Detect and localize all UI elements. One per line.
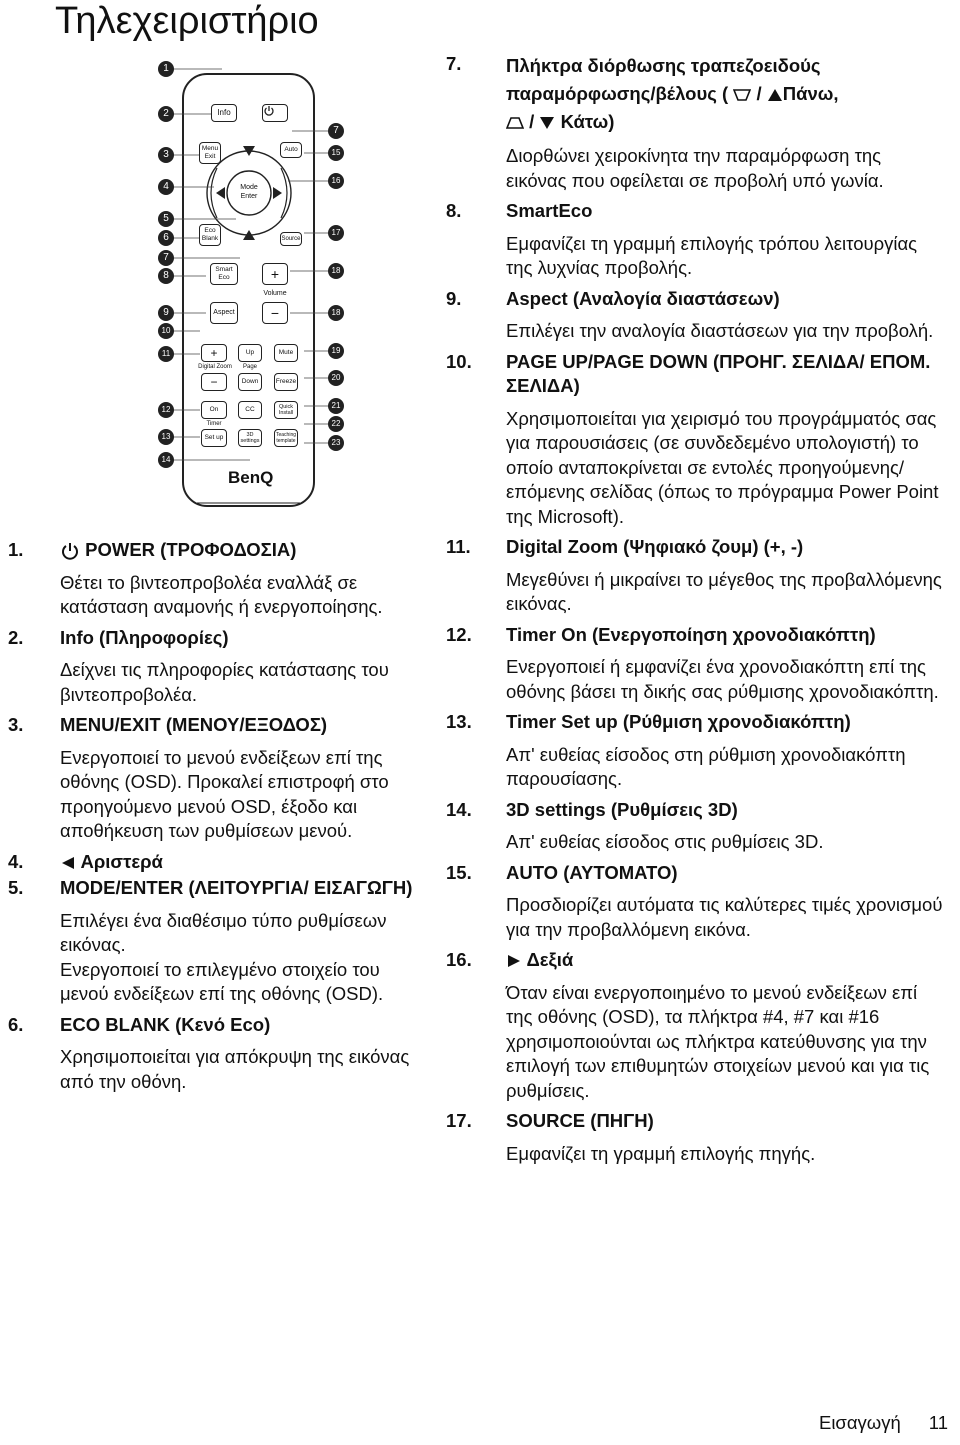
item-number: 17. (446, 1110, 472, 1131)
item-heading: MODE/ENTER (ΛΕΙΤΟΥΡΓΙΑ/ ΕΙΣΑΓΩΓΗ) (60, 877, 413, 898)
callout-12: 12 (158, 402, 174, 418)
up-arrow-icon (767, 88, 783, 102)
keystone-down-icon (506, 116, 524, 130)
item-heading: ECO BLANK (Κενό Eco) (60, 1013, 271, 1035)
page-up-button[interactable]: Up (238, 344, 262, 362)
page-label: Page (242, 364, 257, 370)
item-number: 1. (8, 539, 24, 560)
power-icon (263, 105, 275, 117)
item-description: Προσδιορίζει αυτόματα τις καλύτερες τιμές χρονισμού για την προβαλλόμενη εικόνα. (506, 894, 943, 940)
list-item (446, 798, 946, 855)
timer-label: Timer (206, 421, 222, 427)
item-number: 9. (446, 287, 462, 309)
list-item (446, 199, 946, 281)
item-description: Εμφανίζει τη γραμμή επιλογής πηγής. (506, 1142, 816, 1164)
page-number: 11 (928, 1412, 948, 1433)
item-description: Μεγεθύνει ή μικραίνει το μέγεθος της προβαλλόμενης εικόνας. (506, 568, 942, 614)
item-heading: Πλήκτρα διόρθωσης τραπεζοειδούς παραμόρφωσης/βέλους ( / Πάνω, / Κάτω) (506, 55, 839, 132)
item-number: 2. (8, 626, 24, 648)
item-heading: AUTO (ΑΥΤΟΜΑΤΟ) (506, 861, 678, 883)
item-number: 12. (446, 623, 472, 645)
callout-2: 2 (158, 106, 174, 122)
page-title: Τηλεχειριστήριο (55, 0, 319, 42)
item-description: Απ' ευθείας είσοδος στις ρυθμίσεις 3D. (506, 831, 824, 852)
item-heading: Δεξιά (506, 948, 946, 973)
freeze-button[interactable]: Freeze (274, 373, 298, 391)
item-number: 10. (446, 350, 472, 372)
zoom-minus-button[interactable]: − (201, 373, 227, 391)
item-heading: POWER (ΤΡΟΦΟΔΟΣΙΑ) (60, 538, 428, 563)
list-item (446, 52, 946, 193)
list-item (8, 1013, 428, 1095)
callout-16: 16 (328, 173, 344, 189)
callout-7: 7 (158, 250, 174, 266)
item-number: 4. (8, 850, 24, 872)
item-number: 13. (446, 711, 472, 732)
down-arrow-icon (539, 116, 555, 130)
list-item (446, 861, 946, 943)
item-number: 16. (446, 949, 472, 970)
right-arrow-icon (273, 187, 282, 199)
menu-exit-button[interactable]: Menu Exit (199, 142, 221, 164)
list-item (446, 350, 946, 530)
3d-settings-button[interactable]: 3D settings (238, 429, 262, 447)
item-heading: Αριστερά (60, 850, 428, 875)
item-description: Απ' ευθείας είσοδος στη ρύθμιση χρονοδιακόπτη παρουσίασης. (506, 743, 906, 789)
callout-19: 19 (328, 343, 344, 359)
callout-5: 5 (158, 211, 174, 227)
cc-button[interactable]: CC (238, 401, 262, 419)
callout-21: 21 (328, 398, 344, 414)
list-item (8, 626, 428, 708)
item-number: 7. (446, 53, 462, 74)
right-arrow-icon (506, 953, 522, 969)
callout-9: 9 (158, 305, 174, 321)
brand-logo: BenQ (228, 468, 274, 487)
mode-enter-button[interactable]: Mode Enter (240, 184, 258, 200)
item-description: Θέτει το βιντεοπροβολέα εναλλάξ σε κατάσταση αναμονής ή ενεργοποίησης. (60, 571, 383, 617)
quick-install-button[interactable]: Quick Install (274, 401, 298, 419)
list-item (8, 713, 428, 844)
list-item (446, 948, 946, 1103)
volume-minus-button[interactable]: − (262, 302, 288, 324)
source-button[interactable]: Source (280, 232, 302, 246)
auto-button[interactable]: Auto (280, 142, 302, 158)
callout-6: 6 (158, 230, 174, 246)
power-button[interactable] (262, 104, 288, 122)
item-description: Επιλέγει την αναλογία διαστάσεων για την προβολή. (506, 320, 934, 341)
callout-7-right: 7 (328, 123, 344, 139)
aspect-button[interactable]: Aspect (210, 302, 238, 324)
volume-plus-button[interactable]: + (262, 263, 288, 285)
callout-18b: 18 (328, 305, 344, 321)
callout-13: 13 (158, 429, 174, 445)
power-icon (60, 541, 80, 561)
eco-blank-button[interactable]: Eco Blank (199, 224, 221, 246)
list-item (446, 1109, 946, 1166)
keystone-up-icon (733, 88, 751, 102)
item-heading: Aspect (Αναλογία διαστάσεων) (506, 287, 780, 309)
callout-11: 11 (158, 346, 174, 362)
callout-15: 15 (328, 145, 344, 161)
callout-8: 8 (158, 268, 174, 284)
item-description: Επιλέγει ένα διαθέσιμο τύπο ρυθμίσεων εικόνας. (60, 909, 387, 955)
item-number: 6. (8, 1013, 24, 1035)
item-heading: Digital Zoom (Ψηφιακό ζουμ) (+, -) (506, 536, 804, 557)
page-down-button[interactable]: Down (238, 373, 262, 391)
smart-eco-button[interactable]: Smart Eco (210, 263, 238, 285)
callout-23: 23 (328, 435, 344, 451)
item-heading: MENU/EXIT (ΜΕΝΟΥ/ΕΞΟΔΟΣ) (60, 714, 328, 735)
callout-20: 20 (328, 370, 344, 386)
timer-setup-button[interactable]: Set up (201, 429, 227, 447)
item-description: Ενεργοποιεί ή εμφανίζει ένα χρονοδιακόπτη επί της οθόνης βάσει τη δικής σας ρύθμισης χρονοδιακόπτη. (506, 656, 939, 702)
left-arrow-icon (60, 855, 76, 871)
item-heading: Timer Set up (Ρύθμιση χρονοδιακόπτη) (506, 711, 851, 732)
volume-label: Volume (263, 290, 287, 297)
callout-14: 14 (158, 452, 174, 468)
item-number: 8. (446, 200, 462, 221)
list-item (446, 535, 946, 617)
list-item (446, 287, 946, 344)
item-description: Εμφανίζει τη γραμμή επιλογής τρόπου λειτουργίας της λυχνίας προβολής. (506, 232, 918, 278)
callout-3: 3 (158, 147, 174, 163)
timer-on-button[interactable]: On (201, 401, 227, 419)
list-item (8, 876, 428, 1007)
item-number: 5. (8, 877, 24, 898)
item-heading: SOURCE (ΠΗΓΗ) (506, 1110, 654, 1131)
remote-control-diagram (0, 0, 400, 520)
left-column (8, 538, 428, 1100)
item-description: Διορθώνει χειροκίνητα την παραμόρφωση της εικόνας που οφείλεται σε προβολή υπό γωνία. (506, 145, 884, 191)
left-arrow-icon (216, 187, 225, 199)
callout-4: 4 (158, 179, 174, 195)
callout-22: 22 (328, 416, 344, 432)
item-number: 3. (8, 714, 24, 735)
item-description: Ενεργοποιεί το μενού ενδείξεων επί της οθόνης (OSD). Προκαλεί επιστροφή στο προηγούμενο μενού OSD, έξοδο και αποθήκευση των ρυθμίσεων μενού. (60, 746, 389, 841)
page-footer (791, 1412, 948, 1434)
item-heading: 3D settings (Ρυθμίσεις 3D) (506, 798, 738, 820)
list-item (8, 538, 428, 620)
teaching-template-button[interactable]: Teaching template (274, 429, 298, 447)
item-description: Δείχνει τις πληροφορίες κατάστασης του βιντεοπροβολέα. (60, 659, 389, 705)
list-item (446, 623, 946, 705)
item-number: 11. (446, 536, 471, 557)
right-column (446, 52, 946, 1172)
list-item (8, 850, 428, 875)
item-number: 15. (446, 861, 472, 883)
callout-1: 1 (158, 61, 174, 77)
item-heading: PAGE UP/PAGE DOWN (ΠΡΟΗΓ. ΣΕΛΙΔΑ/ ΕΠΟΜ. ΣΕΛΙΔΑ) (506, 350, 931, 396)
callout-18a: 18 (328, 263, 344, 279)
item-description: Χρησιμοποιείται για απόκρυψη της εικόνας από την οθόνη. (60, 1046, 410, 1092)
mute-button[interactable]: Mute (274, 344, 298, 362)
item-number: 14. (446, 798, 472, 820)
item-heading: Timer On (Ενεργοποίηση χρονοδιακόπτη) (506, 623, 876, 645)
list-item (446, 710, 946, 792)
item-description: Ενεργοποιεί το επιλεγμένο στοιχείο του μενού ενδείξεων επί της οθόνης (OSD). (60, 958, 384, 1004)
item-description: Χρησιμοποιείται για χειρισμό του προγράμματός σας για παρουσιάσεις (σε συνδεδεμένο υπολογιστή) το οποίο ανταποκρίνεται σε εντολές προηγούμενης/ επόμενης σελίδας (όπως το πρόγραμμα Power Point της Microsoft). (506, 407, 939, 527)
footer-section: Εισαγωγή (818, 1412, 901, 1433)
item-heading: Info (Πληροφορίες) (60, 626, 229, 648)
callout-17: 17 (328, 225, 344, 241)
item-heading: SmartEco (506, 200, 593, 221)
callout-10: 10 (158, 323, 174, 339)
zoom-plus-button[interactable]: + (201, 344, 227, 362)
digital-zoom-label: Digital Zoom (198, 364, 232, 370)
info-button[interactable]: Info (211, 104, 237, 122)
item-description: Όταν είναι ενεργοποιημένο το μενού ενδείξεων επί της οθόνης (OSD), τα πλήκτρα #4, #7 και #16 χρησιμοποιούνται ως πλήκτρα κατεύθυνσης για την επιλογή των επιθυμητών στοιχείων μενού και για τις ρυθμίσεις. (506, 981, 930, 1101)
